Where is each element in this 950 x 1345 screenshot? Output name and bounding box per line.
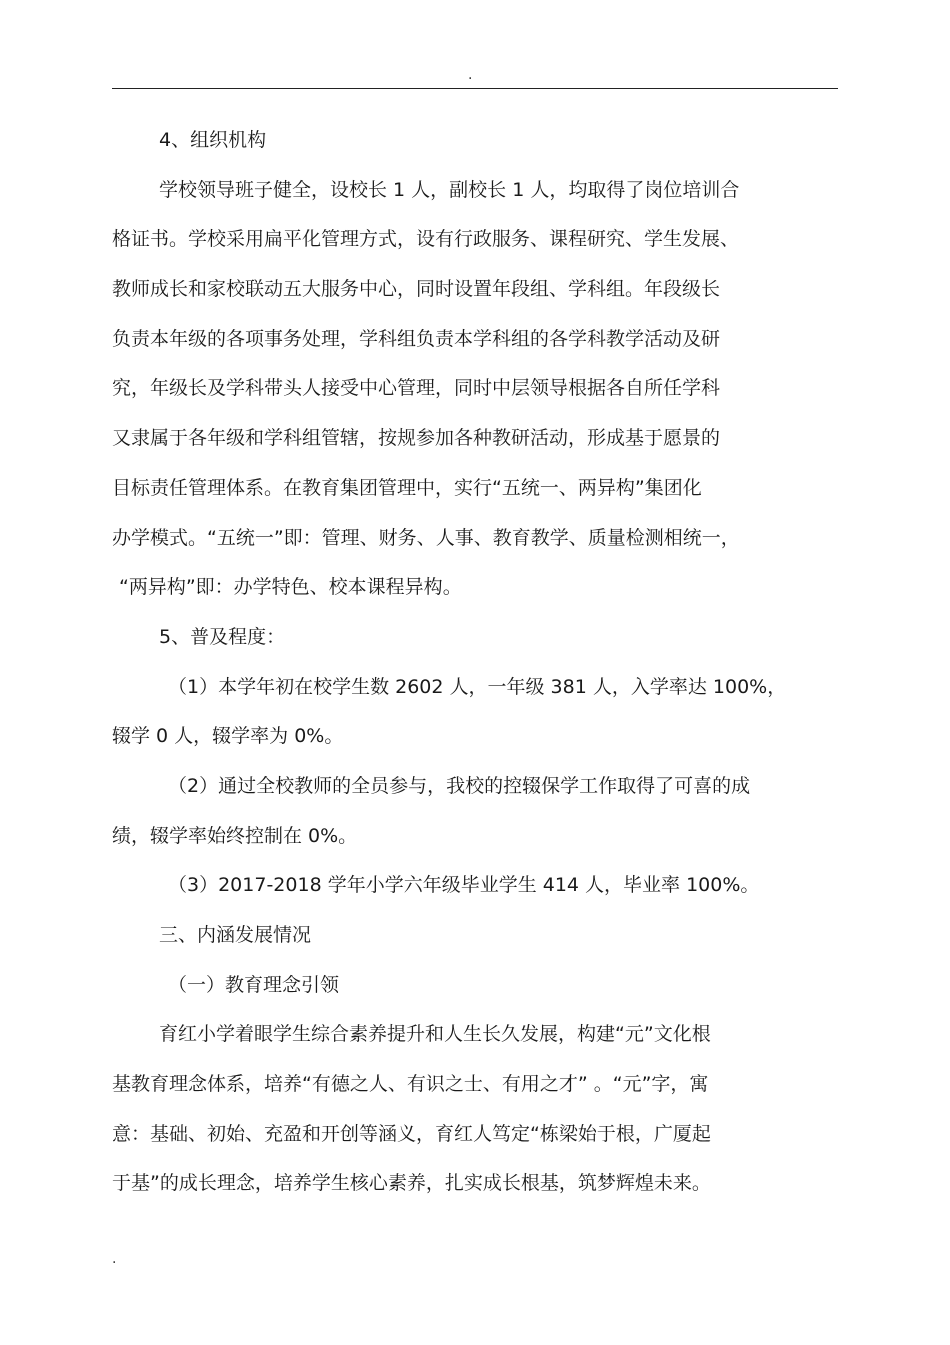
paragraph-line: 学校领导班子健全，设校长 1 人，副校长 1 人，均取得了岗位培训合 (159, 178, 740, 201)
document-body (112, 116, 838, 1209)
subsection-heading-1: （一）教育理念引领 (168, 973, 340, 996)
list-item-2: （2）通过全校教师的全员参与，我校的控辍保学工作取得了可喜的成 (168, 774, 751, 797)
paragraph-line: 辍学 0 人，辍学率为 0%。 (112, 725, 344, 748)
footer-mark: . (112, 1251, 117, 1267)
paragraph-line: 又隶属于各年级和学科组管辖，按规参加各种教研活动，形成基于愿景的 (112, 427, 721, 450)
paragraph-line: 基教育理念体系，培养“有德之人、有识之士、有用之才” 。“元”字，寓 (112, 1073, 709, 1096)
paragraph-line: 究，年级长及学科带头人接受中心管理，同时中层领导根据各自所任学科 (112, 377, 721, 400)
list-item-1: （1）本学年初在校学生数 2602 人，一年级 381 人，入学率达 100%， (168, 675, 787, 698)
paragraph-line: 负责本年级的各项事务处理，学科组负责本学科组的各学科教学活动及研 (112, 327, 721, 350)
paragraph-line: 绩，辍学率始终控制在 0%。 (112, 824, 358, 847)
paragraph-line: 教师成长和家校联动五大服务中心，同时设置年段组、学科组。年段级长 (112, 278, 721, 301)
header-rule (112, 88, 838, 89)
paragraph-line: 办学模式。“五统一”即：管理、财务、人事、教育教学、质量检测相统一， (112, 526, 740, 549)
header-mark: . (468, 67, 473, 83)
paragraph-line: 育红小学着眼学生综合素养提升和人生长久发展，构建“元”文化根 (159, 1023, 711, 1046)
paragraph-line: 格证书。学校采用扁平化管理方式，设有行政服务、课程研究、学生发展、 (112, 228, 740, 251)
paragraph-line: 意：基础、初始、充盈和开创等涵义，育红人笃定“栋梁始于根，广厦起 (112, 1122, 711, 1145)
paragraph-line: 于基”的成长理念，培养学生核心素养，扎实成长根基，筑梦辉煌未来。 (112, 1172, 711, 1195)
chapter-heading-3: 三、内涵发展情况 (159, 924, 312, 946)
list-item-3: （3）2017-2018 学年小学六年级毕业学生 414 人，毕业率 100%。 (168, 874, 760, 897)
paragraph-line: 目标责任管理体系。在教育集团管理中，实行“五统一、两异构”集团化 (112, 476, 702, 499)
section-heading-5: 5、普及程度： (159, 625, 286, 648)
section-heading-4: 4、组织机构 (159, 129, 267, 151)
paragraph-line: “两异构”即：办学特色、校本课程异构。 (119, 576, 462, 599)
